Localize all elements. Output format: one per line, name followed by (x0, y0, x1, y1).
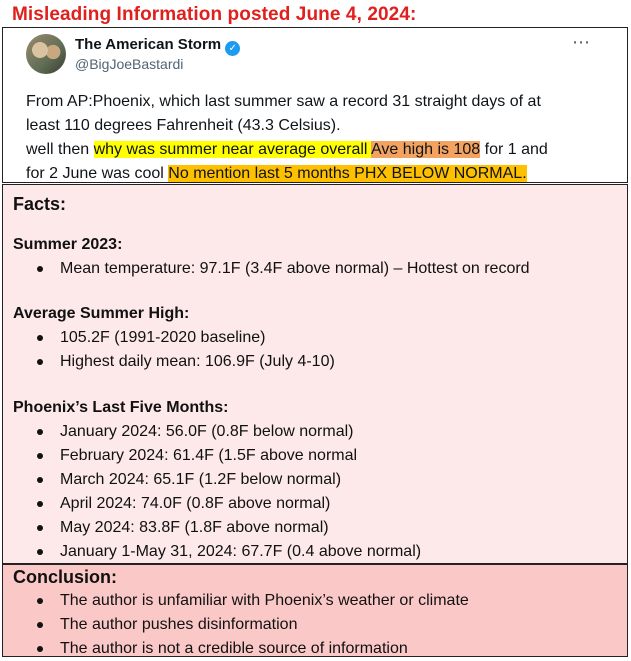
verified-badge-icon: ✓ (225, 41, 240, 56)
highlight-below-normal: No mention last 5 months PHX BELOW NORMAL. (168, 165, 527, 182)
summer-2023-heading: Summer 2023: (13, 236, 123, 253)
avg-high-heading: Average Summer High: (13, 305, 190, 322)
last-five-months-list (3, 420, 421, 564)
tweet-line-2: least 110 degrees Fahrenheit (43.3 Celsius). (26, 117, 341, 134)
tweet-card (2, 27, 628, 183)
facts-title: Facts: (13, 194, 67, 214)
list-item: January 2024: 56.0F (0.8F below normal) (3, 420, 421, 444)
list-item: 105.2F (1991-2020 baseline) (3, 326, 335, 350)
list-item: February 2024: 61.4F (1.5F above normal (3, 444, 421, 468)
tweet-text (26, 90, 616, 186)
list-item: The author is not a credible source of information (3, 637, 469, 661)
summer-2023-list (3, 257, 530, 281)
page-title: Misleading Information posted June 4, 2024: (12, 4, 417, 25)
highlight-ave-high: Ave high is 108 (371, 141, 481, 158)
highlight-summer-average: why was summer near average overall (93, 141, 372, 158)
conclusion-section (2, 564, 628, 657)
tweet-handle[interactable]: @BigJoeBastardi (75, 56, 184, 72)
avatar[interactable] (26, 34, 66, 74)
list-item: The author is unfamiliar with Phoenix’s weather or climate (3, 589, 469, 613)
conclusion-list (3, 589, 469, 661)
tweet-author[interactable] (75, 36, 240, 56)
list-item: March 2024: 65.1F (1.2F below normal) (3, 468, 421, 492)
list-item: May 2024: 83.8F (1.8F above normal) (3, 516, 421, 540)
facts-section (2, 184, 628, 564)
tweet-line-1: From AP:Phoenix, which last summer saw a record 31 straight days of at (26, 93, 541, 110)
last-five-months-heading: Phoenix’s Last Five Months: (13, 399, 229, 416)
list-item: Highest daily mean: 106.9F (July 4-10) (3, 350, 335, 374)
more-options-icon[interactable]: ⋯ (572, 32, 591, 52)
avg-high-list (3, 326, 335, 374)
list-item: April 2024: 74.0F (0.8F above normal) (3, 492, 421, 516)
author-name[interactable]: The American Storm (75, 36, 222, 53)
list-item: Mean temperature: 97.1F (3.4F above normal) – Hottest on record (3, 257, 530, 281)
tweet-line-3 (26, 138, 616, 162)
tweet-line-4-prefix: for 2 June was cool (26, 165, 169, 182)
list-item: The author pushes disinformation (3, 613, 469, 637)
tweet-line-4 (26, 162, 616, 186)
tweet-line-3-suffix: for 1 and (480, 141, 548, 158)
conclusion-title: Conclusion: (13, 567, 117, 587)
list-item: January 1-May 31, 2024: 67.7F (0.4 above normal) (3, 540, 421, 564)
tweet-line-3-prefix: well then (26, 141, 94, 158)
